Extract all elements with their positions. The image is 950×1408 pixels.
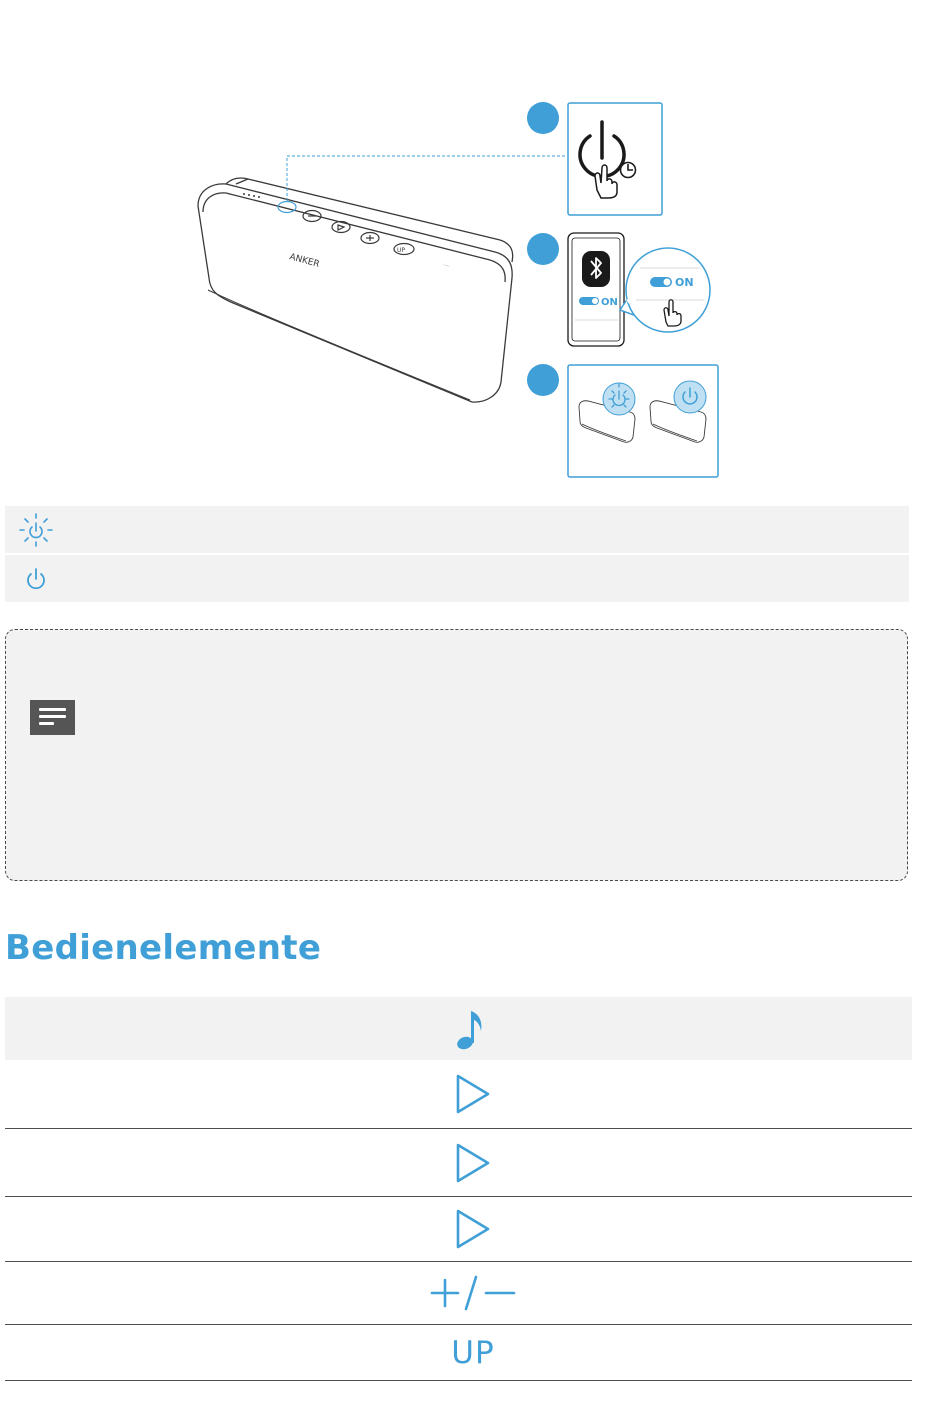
controls-table (5, 997, 912, 1381)
note-icon (30, 700, 75, 735)
led-row-blinking (5, 506, 909, 553)
zoom-toggle-label: ON (675, 276, 694, 289)
timer-icon (621, 163, 636, 178)
play-icon (454, 1142, 492, 1184)
volume-plus-minus-icon (430, 1273, 516, 1313)
note-box (5, 629, 908, 881)
controls-table-header (5, 997, 912, 1060)
controls-row-3 (5, 1197, 912, 1262)
controls-row-4 (5, 1262, 912, 1325)
svg-text:UP: UP (397, 247, 406, 254)
power-blinking-icon (19, 513, 53, 547)
controls-row-2 (5, 1129, 912, 1197)
speaker-setup-illustration (0, 0, 950, 500)
step-2-badge (527, 233, 559, 265)
led-row-solid (5, 555, 909, 602)
power-solid-icon (19, 562, 53, 596)
step-1-badge (527, 102, 559, 134)
brand-label: ANKER (288, 252, 321, 270)
up-button-label: UP (451, 1334, 495, 1371)
controls-row-1 (5, 1060, 912, 1129)
phone-toggle-label: ON (601, 297, 618, 308)
play-icon (454, 1073, 492, 1115)
step-3-badge (527, 364, 559, 396)
svg-text:·····: ····· (442, 262, 451, 269)
speaker-illustration (198, 178, 513, 402)
music-note-icon (455, 1005, 491, 1053)
play-icon (454, 1208, 492, 1250)
speaker-buttons (278, 202, 414, 255)
leader-line (287, 156, 567, 201)
phone-illustration (568, 233, 624, 346)
controls-row-5 (5, 1325, 912, 1381)
speaker-led-dots (243, 193, 260, 198)
controls-heading: Bedienelemente (5, 928, 322, 968)
